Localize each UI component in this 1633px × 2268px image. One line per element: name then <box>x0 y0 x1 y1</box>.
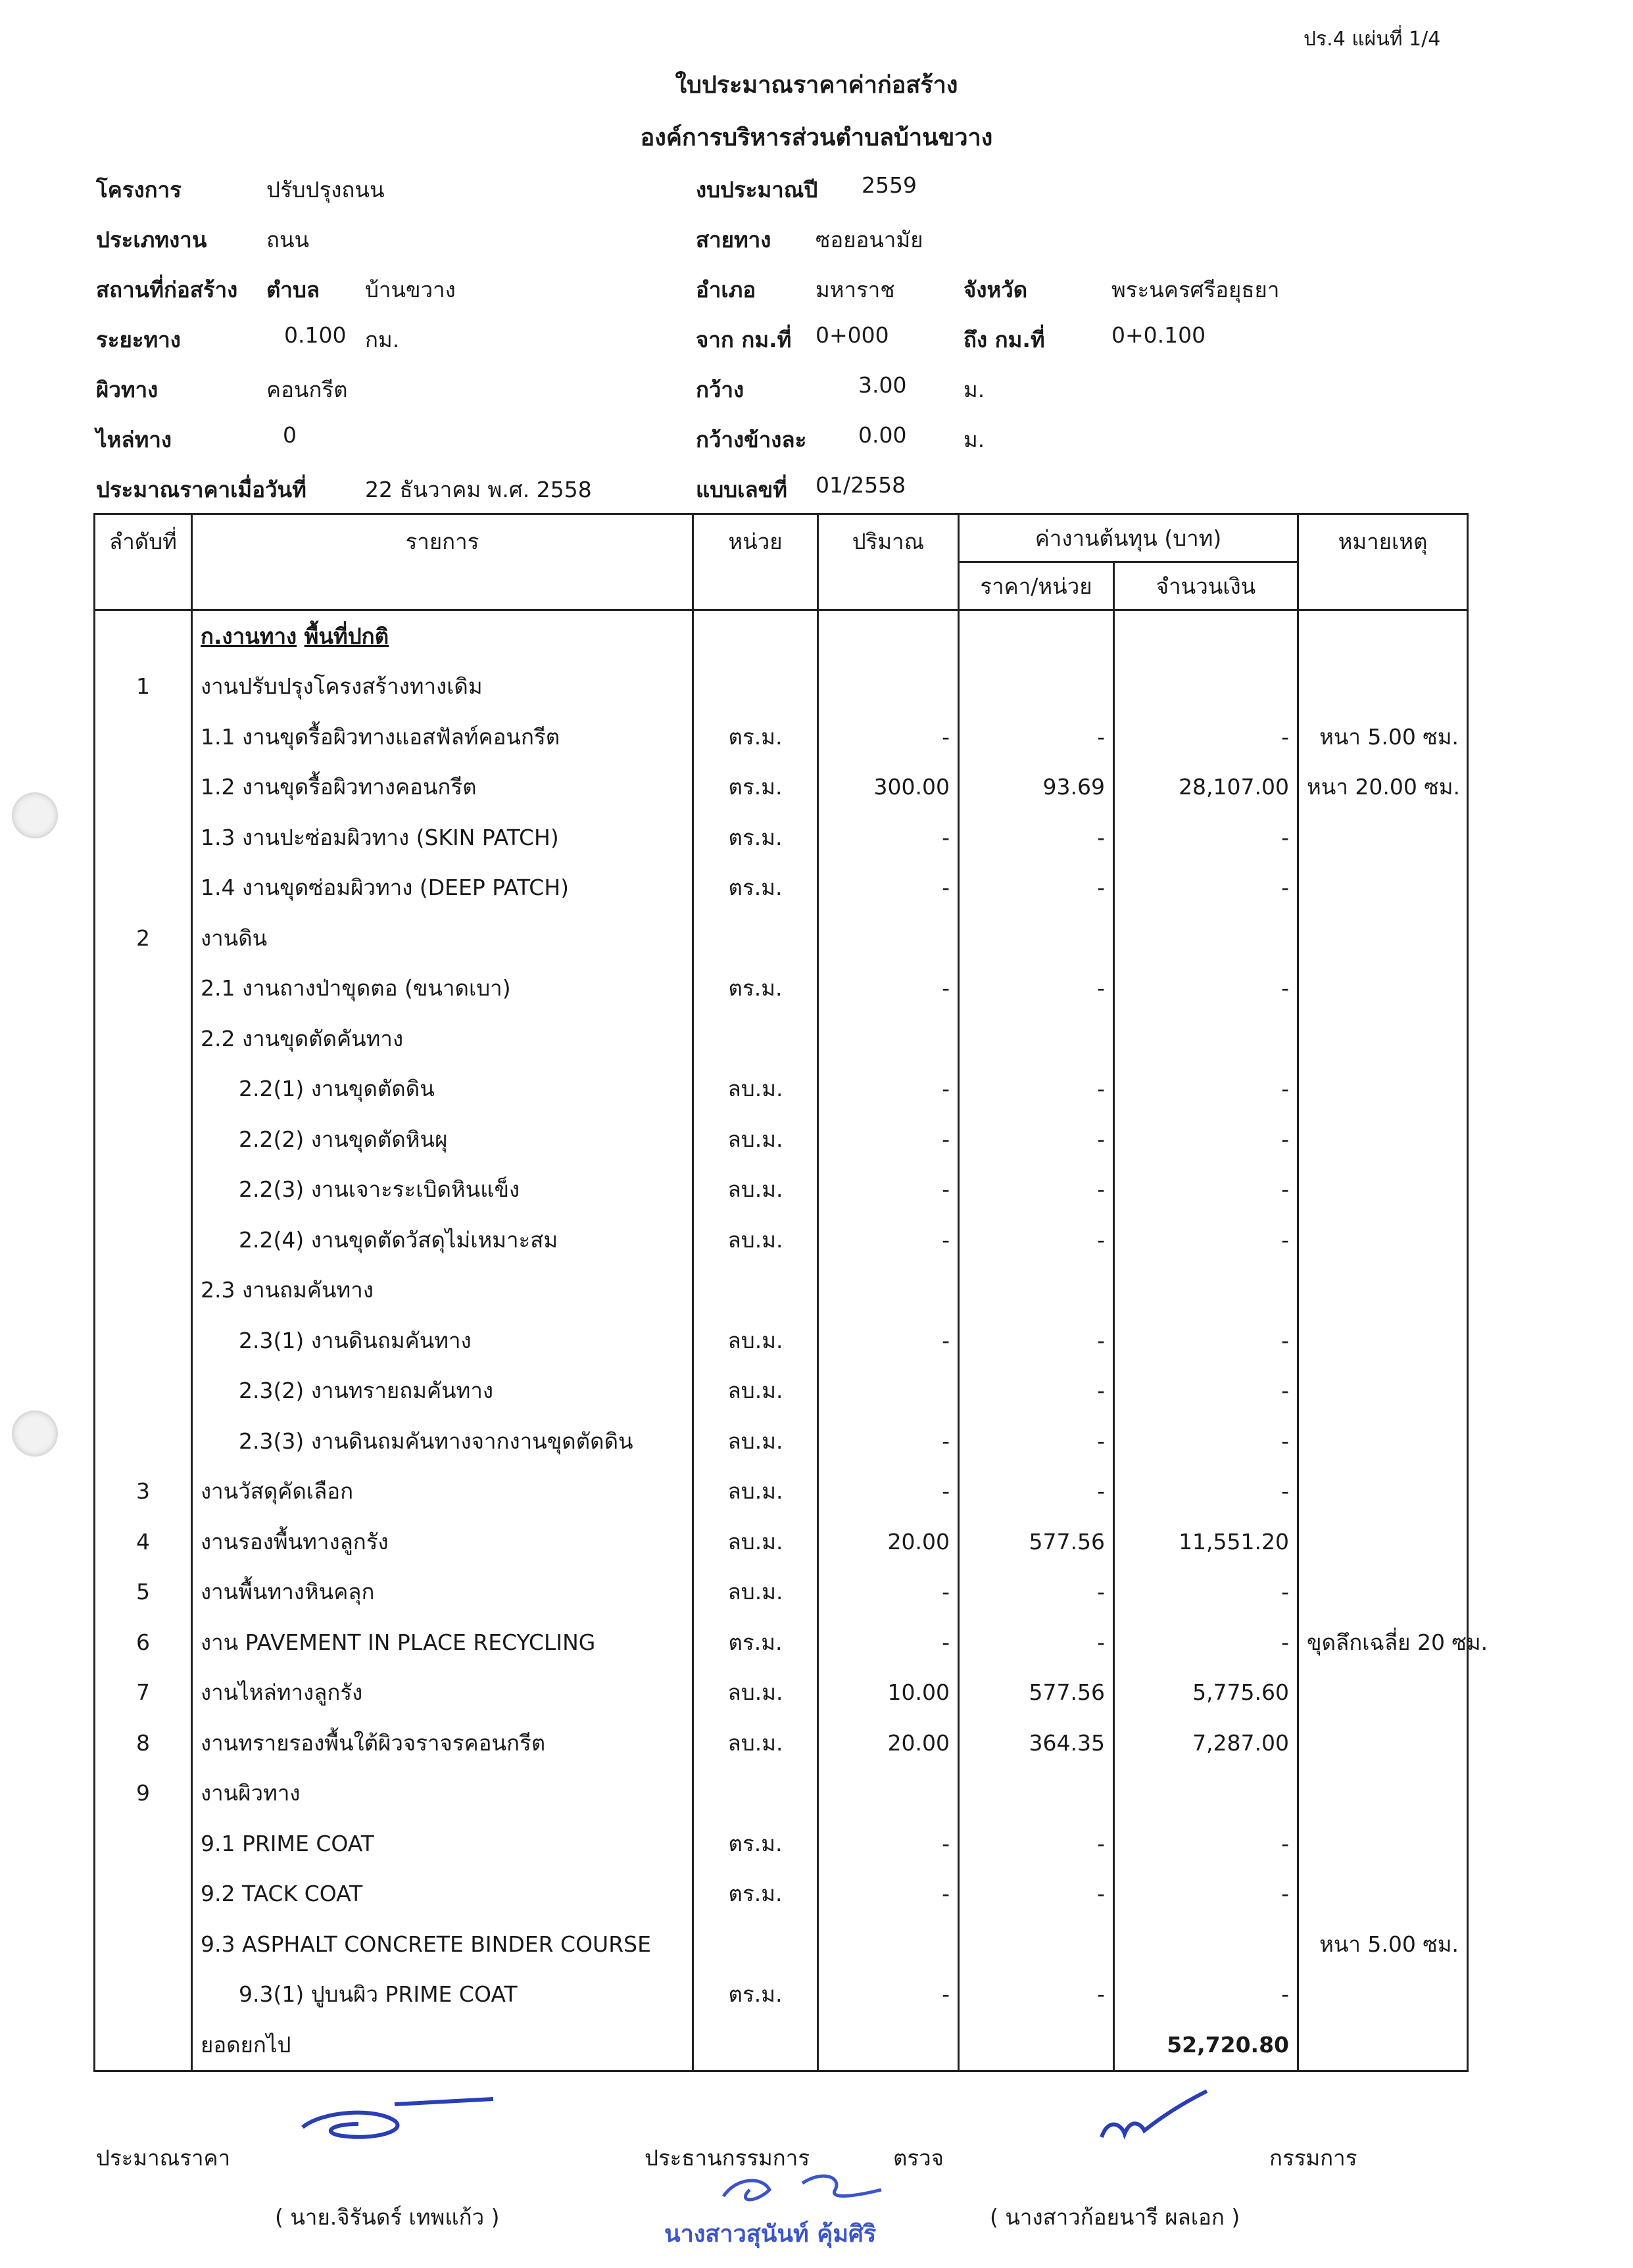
route-label: สายทาง <box>696 227 771 253</box>
cell-amount: - <box>1114 712 1298 762</box>
cell-remark <box>1298 1466 1468 1517</box>
cell-qty <box>818 1919 959 1969</box>
project-value: ปรับปรุงถนน <box>266 177 385 203</box>
cell-remark <box>1298 1165 1468 1215</box>
cell-no: 5 <box>95 1567 192 1618</box>
cell-no <box>95 1265 192 1316</box>
cell-amount: - <box>1114 1869 1298 1919</box>
cell-item: 9.3(1) ปูบนผิว PRIME COAT <box>192 1969 693 2020</box>
cell-no <box>95 1215 192 1265</box>
cell-no: 8 <box>95 1718 192 1768</box>
subdistrict-value: บ้านขวาง <box>365 277 456 302</box>
table-row <box>95 1265 1468 1316</box>
estimate-date-value: 22 ธันวาคม พ.ศ. 2558 <box>365 477 592 502</box>
cell-remark <box>1298 863 1468 913</box>
header-remark: หมายเหตุ <box>1298 514 1468 610</box>
table-row <box>95 1567 1468 1618</box>
cell-unit: ลบ.ม. <box>693 1466 818 1517</box>
distance-label: ระยะทาง <box>96 327 181 352</box>
cell-amount: - <box>1114 812 1298 863</box>
cell-amount: - <box>1114 1114 1298 1165</box>
cell-no: 2 <box>95 913 192 963</box>
cell-unit-price: - <box>959 1567 1114 1618</box>
table-row <box>95 1516 1468 1567</box>
cell-no: 3 <box>95 1466 192 1517</box>
header-qty: ปริมาณ <box>818 514 959 610</box>
table-row <box>95 913 1468 963</box>
cell-qty: - <box>818 1315 959 1366</box>
plan-no-value: 01/2558 <box>816 472 906 498</box>
cell-unit: ลบ.ม. <box>693 1114 818 1165</box>
cell-unit-price: - <box>959 1617 1114 1668</box>
header-item: รายการ <box>192 514 693 610</box>
cell-item: 2.2(1) งานขุดตัดดิน <box>192 1064 693 1115</box>
cell-unit: ตร.ม. <box>693 712 818 762</box>
table-row <box>95 1366 1468 1416</box>
cell-qty: - <box>818 1969 959 2020</box>
project-label: โครงการ <box>96 177 182 203</box>
table-row <box>95 1768 1468 1819</box>
cell-remark <box>1298 1869 1468 1919</box>
cell-item: งานรองพื้นทางลูกรัง <box>192 1516 693 1567</box>
member-name: ( นางสาวก้อยนารี ผลเอก ) <box>990 2204 1240 2230</box>
table-row <box>95 863 1468 913</box>
cell-qty <box>818 1013 959 1064</box>
plan-no-label: แบบเลขที่ <box>696 477 787 502</box>
cell-unit-price: - <box>959 1869 1114 1919</box>
cell-unit-price: - <box>959 1366 1114 1416</box>
from-km-value: 0+000 <box>816 322 889 348</box>
cell-unit-price: - <box>959 963 1114 1014</box>
table-row <box>95 1818 1468 1869</box>
table-row <box>95 812 1468 863</box>
cell-qty: - <box>818 963 959 1014</box>
province-value: พระนครศรีอยุธยา <box>1111 277 1280 302</box>
side-width-label: กว้างข้างละ <box>696 427 807 452</box>
cell-unit-price: - <box>959 712 1114 762</box>
table-row <box>95 1919 1468 1969</box>
cell-unit-price: 577.56 <box>959 1516 1114 1567</box>
cell-no: 4 <box>95 1516 192 1567</box>
side-width-unit: ม. <box>963 427 985 452</box>
surface-label: ผิวทาง <box>96 377 158 402</box>
cell-qty: - <box>818 863 959 913</box>
cell-item: 2.3(1) งานดินถมคันทาง <box>192 1315 693 1366</box>
cell-unit: ลบ.ม. <box>693 1668 818 1718</box>
budget-label: งบประมาณปี <box>696 177 818 203</box>
cell-remark <box>1298 1416 1468 1466</box>
cell-unit-price: 364.35 <box>959 1718 1114 1768</box>
section-prefix: ก.งานทาง <box>201 623 297 649</box>
table-row <box>95 762 1468 813</box>
cell-unit-price <box>959 1013 1114 1064</box>
cell-amount: 28,107.00 <box>1114 762 1298 813</box>
cell-item: งานปรับปรุงโครงสร้างทางเดิม <box>192 662 693 712</box>
cell-unit-price: - <box>959 1969 1114 2020</box>
cell-no <box>95 1416 192 1466</box>
cell-unit-price: - <box>959 1466 1114 1517</box>
cell-remark <box>1298 963 1468 1014</box>
cell-amount: - <box>1114 1315 1298 1366</box>
shoulder-value: 0 <box>283 422 297 448</box>
cell-qty: 300.00 <box>818 762 959 813</box>
cell-amount: - <box>1114 1466 1298 1517</box>
cell-unit <box>693 1013 818 1064</box>
cell-unit <box>693 1265 818 1316</box>
punch-hole-top <box>12 792 58 838</box>
cell-qty: 20.00 <box>818 1516 959 1567</box>
cell-remark <box>1298 1315 1468 1366</box>
cell-qty: - <box>818 1114 959 1165</box>
cell-qty: - <box>818 1215 959 1265</box>
cell-amount: - <box>1114 863 1298 913</box>
cell-unit-price: - <box>959 812 1114 863</box>
cell-amount: 5,775.60 <box>1114 1668 1298 1718</box>
cell-unit-price: - <box>959 1818 1114 1869</box>
distance-value: 0.100 <box>284 322 347 348</box>
header-no: ลำดับที่ <box>95 514 192 610</box>
cell-item: 2.1 งานถางป่าขุดตอ (ขนาดเบา) <box>192 963 693 1014</box>
side-width-value: 0.00 <box>858 422 907 448</box>
cell-remark <box>1298 1265 1468 1316</box>
table-row <box>95 1869 1468 1919</box>
cell-qty: - <box>818 712 959 762</box>
cell-amount: - <box>1114 1617 1298 1668</box>
cell-unit-price: - <box>959 1064 1114 1115</box>
cell-unit: ลบ.ม. <box>693 1416 818 1466</box>
from-km-label: จาก กม.ที่ <box>696 327 792 352</box>
cell-remark <box>1298 662 1468 712</box>
cell-item: 9.3 ASPHALT CONCRETE BINDER COURSE <box>192 1919 693 1969</box>
cell-remark <box>1298 1366 1468 1416</box>
cell-unit: ลบ.ม. <box>693 1718 818 1768</box>
cell-no <box>95 863 192 913</box>
cell-qty <box>818 1768 959 1819</box>
estimate-date-label: ประมาณราคาเมื่อวันที่ <box>96 477 306 502</box>
cell-remark <box>1298 913 1468 963</box>
cell-qty: - <box>818 1064 959 1115</box>
table-row <box>95 1668 1468 1718</box>
cell-qty <box>818 913 959 963</box>
header-unit: หน่วย <box>693 514 818 610</box>
chairman-label: ประธานกรรมการ <box>645 2145 810 2171</box>
section-heading <box>192 610 693 662</box>
header-cost: ค่างานต้นทุน (บาท) <box>959 514 1298 562</box>
table-row <box>95 1466 1468 1517</box>
cell-unit-price <box>959 1919 1114 1969</box>
estimator-label: ประมาณราคา <box>96 2145 231 2171</box>
cell-amount: - <box>1114 1818 1298 1869</box>
cell-qty <box>818 1265 959 1316</box>
cell-unit-price: - <box>959 1416 1114 1466</box>
document-title: ใบประมาณราคาค่าก่อสร้าง <box>675 72 958 99</box>
cell-amount <box>1114 1013 1298 1064</box>
estimator-signature <box>296 2091 506 2157</box>
shoulder-label: ไหล่ทาง <box>96 427 172 452</box>
cell-no <box>95 1366 192 1416</box>
cell-remark: หนา 5.00 ซม. <box>1298 712 1468 762</box>
cell-qty <box>818 662 959 712</box>
cell-unit: ตร.ม. <box>693 1969 818 2020</box>
estimator-name: ( นาย.จิรันดร์ เทพแก้ว ) <box>275 2204 500 2230</box>
committee-signature <box>1095 2085 1213 2150</box>
cell-item: งานพื้นทางหินคลุก <box>192 1567 693 1618</box>
cell-qty: - <box>818 1617 959 1668</box>
cell-unit-price <box>959 1265 1114 1316</box>
table-row <box>95 712 1468 762</box>
page-number: ปร.4 แผ่นที่ 1/4 <box>1304 28 1441 51</box>
cell-remark <box>1298 1969 1468 2020</box>
table-row <box>95 1315 1468 1366</box>
cell-item: 2.2(3) งานเจาะระเบิดหินแข็ง <box>192 1165 693 1215</box>
cell-no <box>95 1818 192 1869</box>
cell-no <box>95 712 192 762</box>
cell-qty: - <box>818 1818 959 1869</box>
surface-value: คอนกรีต <box>266 377 348 402</box>
chairman-signature <box>710 2163 921 2216</box>
cell-remark <box>1298 1114 1468 1165</box>
site-label: สถานที่ก่อสร้าง <box>96 277 238 302</box>
table-row <box>95 1064 1468 1115</box>
cell-amount <box>1114 1768 1298 1819</box>
cell-amount <box>1114 1919 1298 1969</box>
cell-unit <box>693 1919 818 1969</box>
cell-no: 7 <box>95 1668 192 1718</box>
table-row <box>95 1617 1468 1668</box>
cell-item: งานไหล่ทางลูกรัง <box>192 1668 693 1718</box>
cell-remark <box>1298 1013 1468 1064</box>
cell-unit: ตร.ม. <box>693 762 818 813</box>
cell-item: 9.2 TACK COAT <box>192 1869 693 1919</box>
table-row <box>95 662 1468 712</box>
cell-unit: ลบ.ม. <box>693 1567 818 1618</box>
width-unit: ม. <box>963 377 985 402</box>
cell-no <box>95 1869 192 1919</box>
cell-amount: - <box>1114 1215 1298 1265</box>
subdistrict-label: ตำบล <box>266 277 320 302</box>
cell-no <box>95 1315 192 1366</box>
district-value: มหาราช <box>816 277 895 302</box>
cell-unit-price: - <box>959 1165 1114 1215</box>
cell-remark <box>1298 812 1468 863</box>
cell-unit: ลบ.ม. <box>693 1165 818 1215</box>
cell-amount <box>1114 662 1298 712</box>
width-value: 3.00 <box>858 372 907 398</box>
cell-item: 1.4 งานขุดซ่อมผิวทาง (DEEP PATCH) <box>192 863 693 913</box>
cell-no <box>95 1165 192 1215</box>
table-row <box>95 1165 1468 1215</box>
cell-item: 2.2 งานขุดตัดคันทาง <box>192 1013 693 1064</box>
cell-no <box>95 812 192 863</box>
cell-unit: ตร.ม. <box>693 863 818 913</box>
cell-unit-price <box>959 1768 1114 1819</box>
cell-item: 1.1 งานขุดรื้อผิวทางแอสฟัลท์คอนกรีต <box>192 712 693 762</box>
empty-cell <box>693 2019 818 2071</box>
cell-qty: 20.00 <box>818 1718 959 1768</box>
table-row <box>95 963 1468 1014</box>
cell-unit-price: - <box>959 1114 1114 1165</box>
cell-amount: - <box>1114 1969 1298 2020</box>
cell-qty <box>818 1366 959 1416</box>
route-value: ซอยอนามัย <box>816 227 923 253</box>
cell-qty: - <box>818 812 959 863</box>
cell-unit: ลบ.ม. <box>693 1315 818 1366</box>
cell-unit <box>693 913 818 963</box>
cell-amount: - <box>1114 1567 1298 1618</box>
cell-no: 6 <box>95 1617 192 1668</box>
cell-qty: - <box>818 1567 959 1618</box>
cell-remark <box>1298 1516 1468 1567</box>
cell-item: 2.3 งานถมคันทาง <box>192 1265 693 1316</box>
cell-item: 2.3(3) งานดินถมคันทางจากงานขุดตัดดิน <box>192 1416 693 1466</box>
cell-remark <box>1298 1768 1468 1819</box>
section-row <box>95 610 1468 662</box>
cell-no <box>95 1919 192 1969</box>
province-label: จังหวัด <box>963 277 1028 302</box>
cell-no <box>95 1064 192 1115</box>
header-amount: จำนวนเงิน <box>1114 562 1298 610</box>
cell-unit <box>693 662 818 712</box>
table-row <box>95 1215 1468 1265</box>
table-row <box>95 1718 1468 1768</box>
cell-qty: - <box>818 1466 959 1517</box>
cell-no <box>95 963 192 1014</box>
cell-no: 1 <box>95 662 192 712</box>
cell-unit: ตร.ม. <box>693 812 818 863</box>
cell-remark: ขุดลึกเฉลี่ย 20 ซม. <box>1298 1617 1468 1668</box>
cell-qty: - <box>818 1869 959 1919</box>
cell-no <box>95 1969 192 2020</box>
cell-item: 9.1 PRIME COAT <box>192 1818 693 1869</box>
table-row <box>95 1416 1468 1466</box>
cell-unit: ตร.ม. <box>693 1818 818 1869</box>
cell-no <box>95 1114 192 1165</box>
cell-unit-price <box>959 913 1114 963</box>
to-km-value: 0+0.100 <box>1111 322 1206 348</box>
cell-qty: - <box>818 1416 959 1466</box>
cell-item: งานผิวทาง <box>192 1768 693 1819</box>
check-label: ตรวจ <box>893 2145 944 2171</box>
cell-item: งานดิน <box>192 913 693 963</box>
cell-amount: - <box>1114 1366 1298 1416</box>
table-row <box>95 1969 1468 2020</box>
cell-remark <box>1298 1718 1468 1768</box>
cell-unit-price: 577.56 <box>959 1668 1114 1718</box>
cell-item: 2.3(2) งานทรายถมคันทาง <box>192 1366 693 1416</box>
cell-item: งานวัสดุคัดเลือก <box>192 1466 693 1517</box>
cell-unit-price: - <box>959 1215 1114 1265</box>
cell-unit: ตร.ม. <box>693 1869 818 1919</box>
cell-no <box>95 762 192 813</box>
cell-item: 1.3 งานปะซ่อมผิวทาง (SKIN PATCH) <box>192 812 693 863</box>
cell-item: งานทรายรองพื้นใต้ผิวจราจรคอนกรีต <box>192 1718 693 1768</box>
punch-hole-bottom <box>12 1411 58 1457</box>
district-label: อำเภอ <box>696 277 756 302</box>
cell-amount <box>1114 913 1298 963</box>
empty-cell <box>1298 2019 1468 2071</box>
width-label: กว้าง <box>696 377 744 402</box>
cell-remark <box>1298 1567 1468 1618</box>
cell-remark <box>1298 1818 1468 1869</box>
table-row <box>95 1114 1468 1165</box>
cell-no: 9 <box>95 1768 192 1819</box>
empty-cell <box>95 2019 192 2071</box>
cell-remark: หนา 5.00 ซม. <box>1298 1919 1468 1969</box>
cell-no <box>95 1013 192 1064</box>
cell-unit: ลบ.ม. <box>693 1366 818 1416</box>
work-type-value: ถนน <box>266 227 310 253</box>
carry-forward-amount: 52,720.80 <box>1114 2019 1298 2071</box>
cell-amount: - <box>1114 1416 1298 1466</box>
cell-amount: 7,287.00 <box>1114 1718 1298 1768</box>
cell-unit: ลบ.ม. <box>693 1064 818 1115</box>
committee-label: กรรมการ <box>1269 2145 1357 2171</box>
cell-unit-price: - <box>959 1315 1114 1366</box>
cell-unit <box>693 1768 818 1819</box>
cell-item: งาน PAVEMENT IN PLACE RECYCLING <box>192 1617 693 1668</box>
cell-remark <box>1298 1064 1468 1115</box>
cell-amount: - <box>1114 1165 1298 1215</box>
section-suffix: พื้นที่ปกติ <box>304 623 389 649</box>
distance-unit: กม. <box>365 327 400 352</box>
cell-amount: 11,551.20 <box>1114 1516 1298 1567</box>
empty-cell <box>959 2019 1114 2071</box>
cell-unit: ลบ.ม. <box>693 1516 818 1567</box>
cell-item: 1.2 งานขุดรื้อผิวทางคอนกรีต <box>192 762 693 813</box>
cost-estimate-table <box>93 513 1488 2072</box>
cell-unit: ตร.ม. <box>693 963 818 1014</box>
table-row <box>95 1013 1468 1064</box>
to-km-label: ถึง กม.ที่ <box>963 327 1045 352</box>
organization-title: องค์การบริหารส่วนตำบลบ้านขวาง <box>640 124 993 151</box>
cell-unit-price <box>959 662 1114 712</box>
cell-unit: ตร.ม. <box>693 1617 818 1668</box>
empty-cell <box>818 2019 959 2071</box>
cell-amount: - <box>1114 963 1298 1014</box>
cell-unit-price: - <box>959 863 1114 913</box>
header-unit-price: ราคา/หน่วย <box>959 562 1114 610</box>
cell-remark: หนา 20.00 ซม. <box>1298 762 1468 813</box>
cell-unit-price: 93.69 <box>959 762 1114 813</box>
cell-amount: - <box>1114 1064 1298 1115</box>
cell-qty: 10.00 <box>818 1668 959 1718</box>
stamp-name: นางสาวสุนันท์ คุ้มศิริ <box>664 2221 877 2248</box>
cell-amount <box>1114 1265 1298 1316</box>
carry-forward-row <box>95 2019 1468 2071</box>
cell-item: 2.2(2) งานขุดตัดหินผุ <box>192 1114 693 1165</box>
cell-qty: - <box>818 1165 959 1215</box>
budget-value: 2559 <box>862 172 917 198</box>
cell-unit: ลบ.ม. <box>693 1215 818 1265</box>
work-type-label: ประเภทงาน <box>96 227 207 253</box>
cell-item: 2.2(4) งานขุดตัดวัสดุไม่เหมาะสม <box>192 1215 693 1265</box>
cell-remark <box>1298 1668 1468 1718</box>
cell-remark <box>1298 1215 1468 1265</box>
carry-forward-label: ยอดยกไป <box>192 2019 693 2071</box>
